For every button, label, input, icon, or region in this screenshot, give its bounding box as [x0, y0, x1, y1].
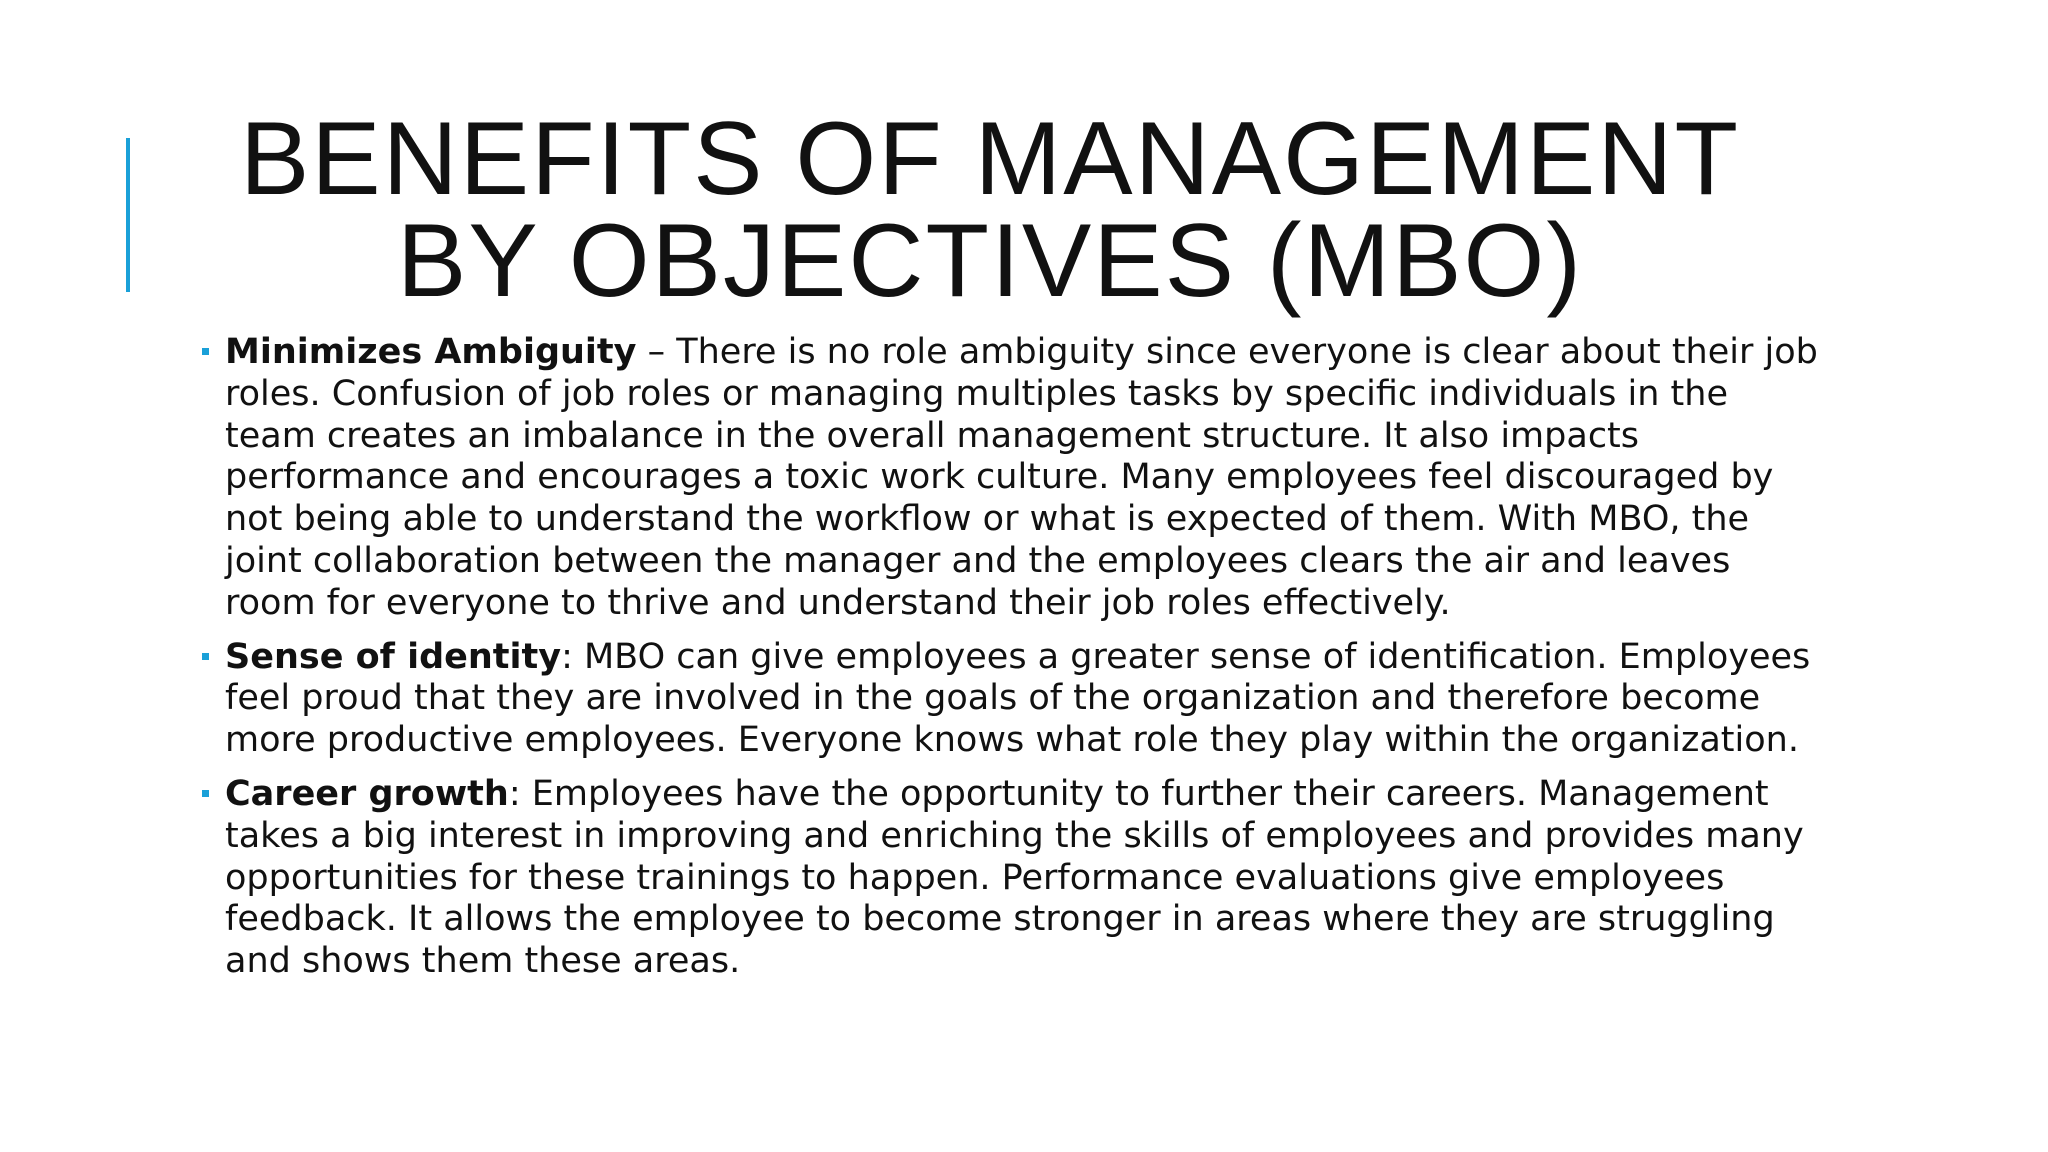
slide-title-line-1: BENEFITS OF MANAGEMENT	[239, 101, 1741, 217]
title-accent-bar	[126, 138, 130, 292]
bullet-term: Sense of identity	[225, 636, 562, 677]
bullet-square-icon	[202, 790, 209, 797]
bullet-item-sense-of-identity	[200, 637, 1820, 762]
slide-title	[190, 101, 1790, 319]
bullet-item-career-growth	[200, 774, 1820, 983]
bullet-square-icon	[202, 348, 209, 355]
bullet-text: : MBO can give employees a greater sense of identification. Employees feel proud that they are involved in the goals of the organization and therefore become more productive employees. Everyone knows what role they play within the organization.	[225, 636, 1811, 761]
bullet-text: : Employees have the opportunity to further their careers. Management takes a big interest in improving and enriching the skills of employees and provides many opportunities for these trainings to happen. Performance evaluations give employees feedback. It allows the employee to become stronger in areas where they are struggling and shows them these areas.	[225, 773, 1804, 982]
bullet-text: – There is no role ambiguity since everyone is clear about their job roles. Confusion of job roles or managing multiples tasks by specific individuals in the team creates an imbalance in the overall management structure. It also impacts performance and encourages a toxic work culture. Many employees feel discouraged by not being able to understand the workflow or what is expected of them. With MBO, the joint collaboration between the manager and the employees clears the air and leaves room for everyone to thrive and understand their job roles effectively.	[225, 332, 1818, 623]
bullet-term: Career growth	[225, 773, 509, 814]
bullet-list	[200, 332, 1820, 995]
bullet-item-minimizes-ambiguity	[200, 332, 1820, 625]
bullet-square-icon	[202, 653, 209, 660]
slide-title-line-2: BY OBJECTIVES (MBO)	[396, 203, 1584, 319]
bullet-term: Minimizes Ambiguity	[225, 332, 637, 372]
